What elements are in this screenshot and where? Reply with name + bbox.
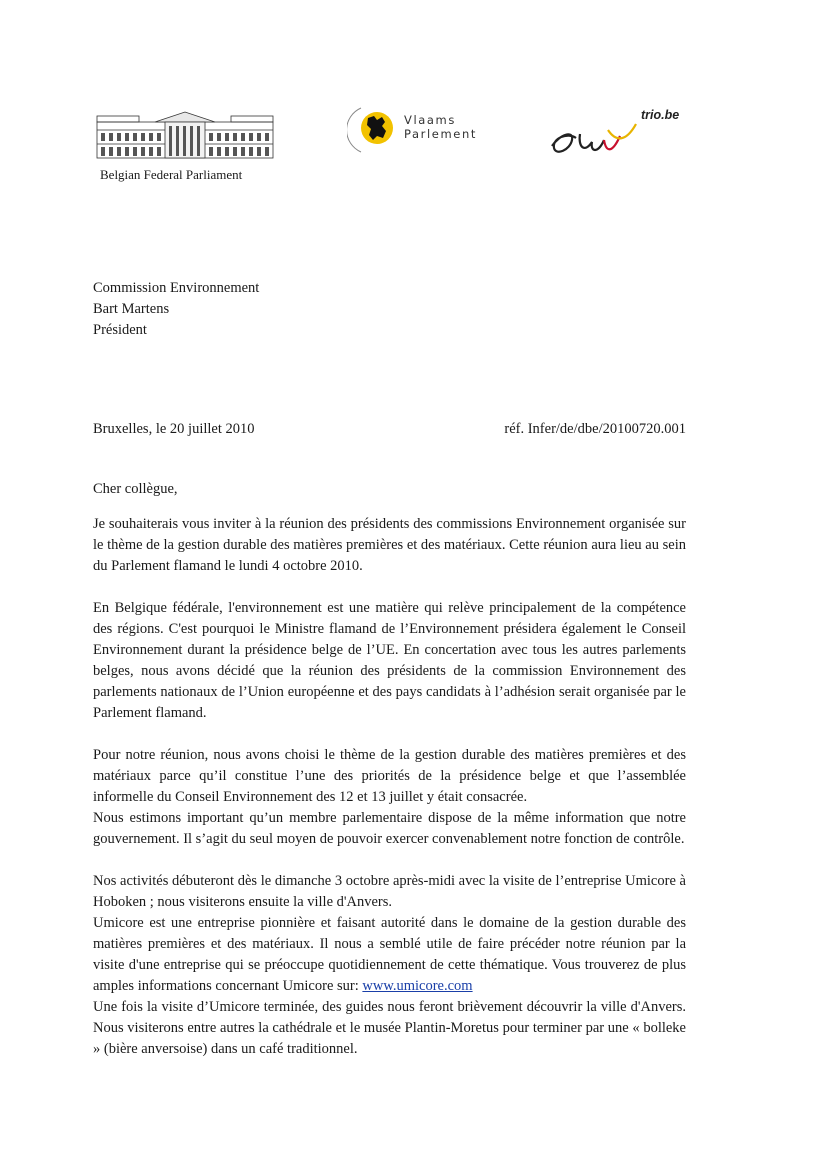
trio-label: trio.be	[641, 108, 680, 122]
vp-line-2: Parlement	[404, 127, 477, 141]
paragraph-4b	[93, 913, 686, 997]
parliament-building-icon	[95, 110, 275, 160]
eu-wordmark-icon	[546, 112, 642, 162]
dateline: Bruxelles, le 20 juillet 2010	[93, 421, 255, 437]
recipient-line-1: Commission Environnement	[93, 280, 260, 296]
paragraph-3	[93, 745, 686, 850]
federal-parliament-caption: Belgian Federal Parliament	[100, 167, 243, 182]
paragraph-3a: Pour notre réunion, nous avons choisi le thème de la gestion durable des matières premières et des matériaux parce qu’il constitue l’une des priorités de la présidence belge et que l’assemblée informelle du Conseil Environnement des 12 et 13 juillet y était consacrée.	[93, 747, 686, 805]
eu-trio-logo	[546, 108, 686, 160]
vlaams-parlement-logo	[347, 104, 477, 156]
reference-number: réf. Infer/de/dbe/20100720.001	[504, 421, 686, 437]
umicore-link[interactable]: www.umicore.com	[362, 978, 473, 994]
paragraph-4a: Nos activités débuteront dès le dimanche 3 octobre après-midi avec la visite de l’entreprise Umicore à Hoboken ; nous visiterons ensuite la ville d'Anvers.	[93, 873, 686, 910]
salutation: Cher collègue,	[93, 481, 178, 497]
paragraph-1: Je souhaiterais vous inviter à la réunion des présidents des commissions Environnement organisée sur le thème de la gestion durable des matières premières et des matériaux. Cette réunion aura lieu au sein du Parlement flamand le lundi 4 octobre 2010.	[93, 516, 686, 574]
paragraph-4	[93, 871, 686, 1060]
paragraph-3b: Nous estimons important qu’un membre parlementaire dispose de la même information que notre gouvernement. Il s’agit du seul moyen de pouvoir exercer convenablement notre fonction de contrôle.	[93, 810, 686, 847]
paragraph-4c: Une fois la visite d’Umicore terminée, des guides nous feront brièvement découvrir la ville d'Anvers. Nous visiterons entre autres la cathédrale et le musée Plantin-Moretus pour terminer par une « bolleke » (bière anversoise) dans un café traditionnel.	[93, 999, 686, 1057]
paragraph-2: En Belgique fédérale, l'environnement est une matière qui relève principalement de la compétence des régions. C'est pourquoi le Ministre flamand de l’Environnement présidera également le Conseil Environnement durant la présidence belge de l’UE. En concertation avec tous les autres parlements belges, nous avons décidé que la réunion des présidents de la commission Environnement des parlements nationaux de l’Union européenne et des pays candidats à l’adhésion serait organisée par le Parlement flamand.	[93, 600, 686, 721]
recipient-line-2: Bart Martens	[93, 301, 170, 317]
paragraph-4b-text: Umicore est une entreprise pionnière et faisant autorité dans le domaine de la gestion durable des matières premières et des matériaux. Il nous a semblé utile de faire précéder notre réunion par la visite d'une entreprise qui se préoccupe quotidiennement de cette thématique. Vous trouverez de plus amples informations concernant Umicore sur:	[93, 915, 686, 994]
vp-line-1: Vlaams	[404, 113, 456, 127]
flemish-lion-icon	[347, 104, 403, 156]
federal-parliament-logo	[95, 110, 275, 160]
recipient-block	[93, 278, 259, 341]
recipient-line-3: Président	[93, 322, 147, 338]
letter-body	[93, 514, 686, 1081]
